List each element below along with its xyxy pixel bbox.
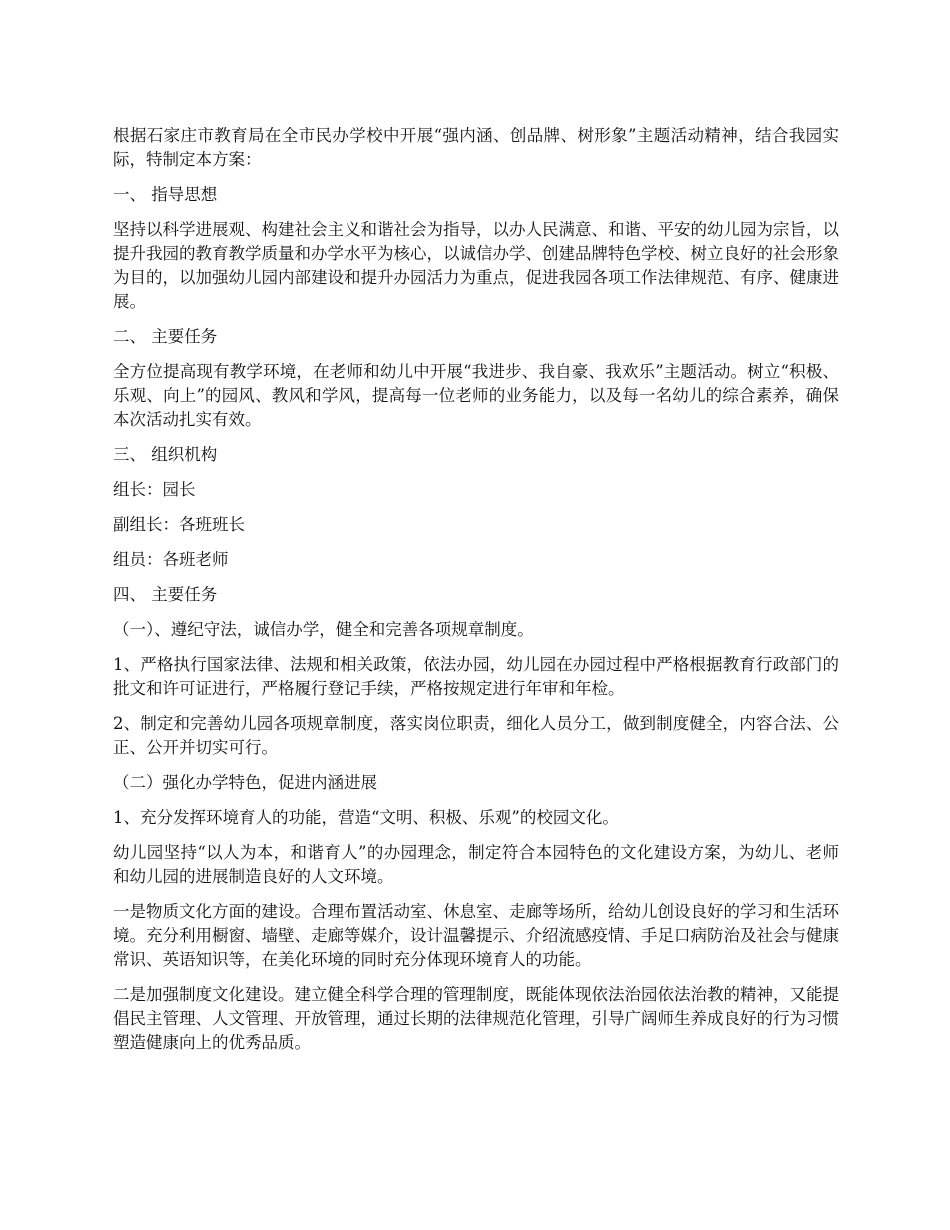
document-body — [113, 124, 839, 1066]
list-item-2-1: 1、充分发挥环境育人的功能，营造“文明、积极、乐观”的校园文化。 — [113, 808, 619, 827]
main-tasks-paragraph: 全方位提高现有教学环境，在老师和幼儿中开展“我进步、我自豪、我欢乐”主题活动。树立“积极、乐观、向上”的园风、教风和学风，提高每一位老师的业务能力，以及每一名幼儿的综合素养，确保本次活动扎实有效。 — [113, 362, 839, 429]
material-culture-paragraph: 一是物质文化方面的建设。合理布置活动室、休息室、走廊等场所，给幼儿创设良好的学习和生活环境。充分利用橱窗、墙壁、走廊等媒介，设计温馨提示、介绍流感疫情、手足口病防治及社会与健康常识、英语知识等，在美化环境的同时充分体现环境育人的功能。 — [113, 902, 839, 969]
guiding-thought-paragraph: 坚持以科学进展观、构建社会主义和谐社会为指导，以办人民满意、和谐、平安的幼儿园为宗旨，以提升我园的教育教学质量和办学水平为核心，以诚信办学、创建品牌特色学校、树立良好的社会形象为目的，以加强幼儿园内部建设和提升办园活力为重点，促进我园各项工作法律规范、有序、健康进展。 — [113, 220, 839, 311]
organization-leader: 组长：园长 — [113, 480, 196, 499]
subsection-heading-1: （一）、遵纪守法，诚信办学，健全和完善各项规章制度。 — [113, 620, 534, 639]
section-heading-organization: 三、 组织机构 — [113, 445, 218, 464]
intro-paragraph: 根据石家庄市教育局在全市民办学校中开展“强内涵、创品牌、树形象”主题活动精神，结合我园实际，特制定本方案： — [113, 126, 839, 169]
list-item-1-1: 1、严格执行国家法律、法规和相关政策，依法办园，幼儿园在办园过程中严格根据教育行政部门的批文和许可证进行，严格履行登记手续，严格按规定进行年审和年检。 — [113, 655, 839, 698]
section-heading-guiding-thought: 一、 指导思想 — [113, 185, 218, 204]
culture-concept-paragraph: 幼儿园坚持“以人为本，和谐育人”的办园理念，制定符合本园特色的文化建设方案，为幼儿、老师和幼儿园的进展制造良好的人文环境。 — [113, 843, 839, 886]
list-item-1-2: 2、制定和完善幼儿园各项规章制度，落实岗位职责，细化人员分工，做到制度健全，内容合法、公正、公开并切实可行。 — [113, 714, 839, 757]
section-heading-main-tasks: 二、 主要任务 — [113, 327, 218, 346]
section-heading-main-tasks-2: 四、 主要任务 — [113, 585, 218, 604]
subsection-heading-2: （二）强化办学特色，促进内涵进展 — [113, 773, 377, 792]
organization-deputy-leader: 副组长：各班班长 — [113, 515, 245, 534]
institutional-culture-paragraph: 二是加强制度文化建设。建立健全科学合理的管理制度，既能体现依法治园依法治教的精神，又能提倡民主管理、人文管理、开放管理，通过长期的法律规范化管理，引导广阔师生养成良好的行为习惯塑造健康向上的优秀品质。 — [113, 985, 839, 1052]
organization-members: 组员：各班老师 — [113, 550, 229, 569]
